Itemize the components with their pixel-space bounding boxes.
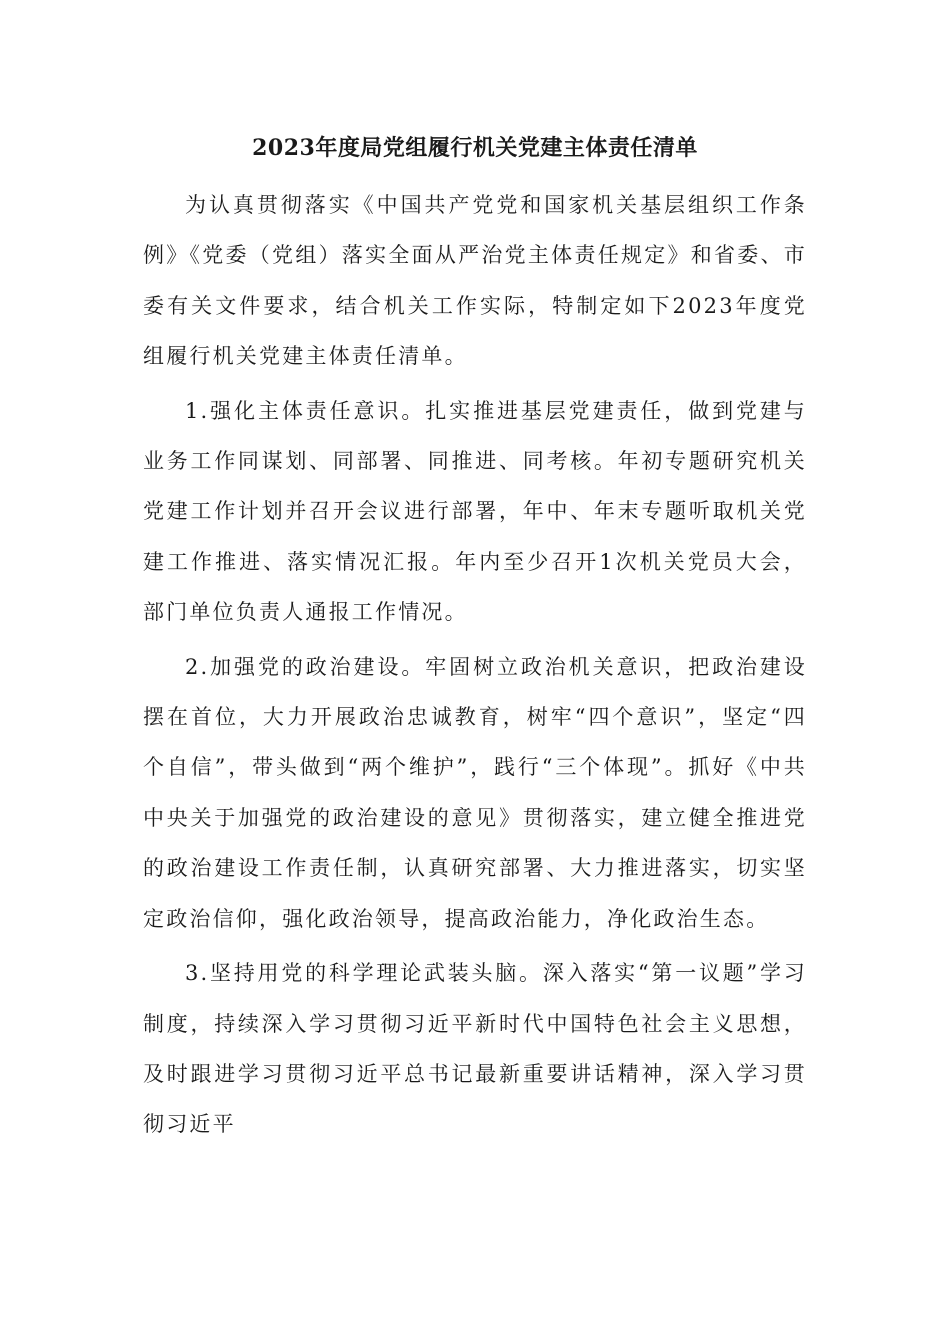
- item-2-paragraph: 2.加强党的政治建设。牢固树立政治机关意识，把政治建设摆在首位，大力开展政治忠诚教育，树牢“四个意识”，坚定“四个自信”，带头做到“两个维护”，践行“三个体现”。抓好《中共中央关于加强党的政治建设的意见》贯彻落实，建立健全推进党的政治建设工作责任制，认真研究部署、大力推进落实，切实坚定政治信仰，强化政治领导，提高政治能力，净化政治生态。: [143, 654, 807, 931]
- intro-paragraph: 为认真贯彻落实《中国共产党党和国家机关基层组织工作条例》《党委（党组）落实全面从严治党主体责任规定》和省委、市委有关文件要求，结合机关工作实际，特制定如下2023年度党组履行机关党建主体责任清单。: [143, 193, 807, 369]
- item-1-paragraph: 1.强化主体责任意识。扎实推进基层党建责任，做到党建与业务工作同谋划、同部署、同推进、同考核。年初专题研究机关党建工作计划并召开会议进行部署，年中、年末专题听取机关党建工作推进、落实情况汇报。年内至少召开1次机关党员大会，部门单位负责人通报工作情况。: [143, 398, 807, 625]
- document-page: [143, 128, 807, 1154]
- document-title: 2023年度局党组履行机关党建主体责任清单: [252, 135, 698, 161]
- item-3-paragraph: 3.坚持用党的科学理论武装头脑。深入落实“第一议题”学习制度，持续深入学习贯彻习近平新时代中国特色社会主义思想，及时跟进学习贯彻习近平总书记最新重要讲话精神，深入学习贯彻习近平: [143, 961, 807, 1137]
